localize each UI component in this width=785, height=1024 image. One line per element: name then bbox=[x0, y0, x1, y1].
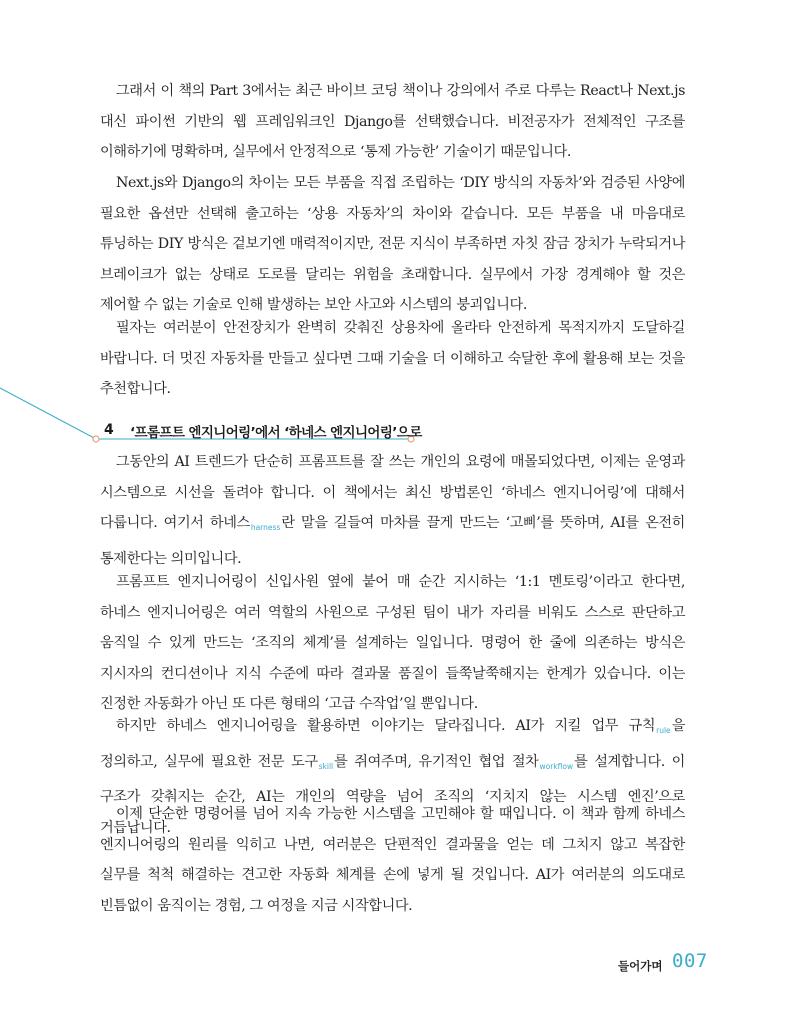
page-number: 007 bbox=[672, 950, 708, 972]
paragraph-harness-intro bbox=[100, 447, 685, 574]
paragraph-text: 하지만 하네스 엔지니어링을 활용하면 이야기는 달라집니다. AI가 지킬 업무 규칙 bbox=[116, 718, 656, 734]
paragraph-text: 를 설계합니다. 이 구조가 갖춰지는 순간, AI는 개인의 역량을 넘어 조직의 ‘지치지 않는 시스템 엔진’으로 거듭납니다. bbox=[100, 753, 685, 836]
paragraph-text: 를 쥐여주며, 유기적인 협업 절차 bbox=[334, 753, 539, 770]
footer-chapter-label: 들어가며 bbox=[618, 959, 663, 973]
paragraph-nextjs-django: Next.js와 Django의 차이는 모든 부품을 직접 조립하는 ‘DIY 방식의 자동차’와 검증된 사양에 필요한 옵션만 선택해 출고하는 ‘상용 자동차’의 차이와 같습니다. 모든 부품을 내 마음대로 튜닝하는 DIY 방식은 겉보기엔 매력적이지만, 전문 지식이 부족하면 자칫 잠금 장치가 누락되거나 브레이크가 없는 상태로 도로를 달리는 위험을 초래합니다. 실무에서 가장 경계해야 할 것은 제어할 수 없는 기술로 인해 발생하는 보안 사고와 시스템의 붕괴입니다. bbox=[100, 175, 685, 314]
paragraph-recommendation: 필자는 여러분이 안전장치가 완벽히 갖춰진 상용차에 올라타 안전하게 목적지까지 도달하길 바랍니다. 더 멋진 자동차를 만들고 싶다면 그때 기술을 더 이해하고 숙달한 후에 활용해 보는 것을 추천합니다. bbox=[100, 320, 685, 398]
section-heading: ‘프롬프트 엔지니어링’에서 ‘하네스 엔지니어링’으로 bbox=[130, 425, 422, 441]
paragraph-prompt-vs-harness: 프롬프트 엔지니어링이 신입사원 옆에 붙어 매 순간 지시하는 ‘1:1 멘토링’이라고 한다면, 하네스 엔지니어링은 여러 역할의 사원으로 구성된 팀이 내가 자리를 비워도 스스로 판단하고 움직일 수 있게 만드는 ‘조직의 체계’를 설계하는 일입니다. 명령어 한 줄에 의존하는 방식은 지시자의 컨디션이나 지식 수준에 따라 결과물 품질이 들쭉날쭉해지는 한계가 있습니다. 이는 진정한 자동화가 아닌 또 다른 형태의 ‘고급 수작업’일 뿐입니다. bbox=[100, 574, 685, 713]
section-number: 4 bbox=[104, 422, 114, 438]
paragraph-text: 을 정의하고, 실무에 필요한 전문 도구 bbox=[100, 718, 685, 770]
gloss-skill: skill bbox=[318, 761, 334, 771]
paragraph-closing: 이제 단순한 명령어를 넘어 지속 가능한 시스템을 고민해야 할 때입니다. 이 책과 함께 하네스 엔지니어링의 원리를 익히고 나면, 여러분은 단편적인 결과물을 얻는 데 그치지 않고 복잡한 실무를 척척 해결하는 견고한 자동화 체계를 손에 넣게 될 것입니다. AI가 여러분의 의도대로 빈틈없이 움직이는 경험, 그 여정을 지금 시작합니다. bbox=[100, 806, 685, 914]
gloss-workflow: workflow bbox=[539, 761, 574, 771]
gloss-rule: rule bbox=[656, 726, 671, 735]
paragraph-text: 그동안의 AI 트렌드가 단순히 프롬프트를 잘 쓰는 개인의 요령에 매몰되었다면, 이제는 운영과 시스템으로 시선을 돌려야 합니다. 이 책에서는 최신 방법론인 ‘하네스 엔지니어링’에 대해서 다룹니다. 여기서 하네스 bbox=[100, 454, 685, 532]
gloss-harness: harness bbox=[250, 523, 281, 533]
paragraph-text: 란 말을 길들여 마차를 끌게 만드는 ‘고삐’를 뜻하며, AI를 온전히 통제한다는 의미입니다. bbox=[100, 515, 685, 567]
paragraph-part3: 그래서 이 책의 Part 3에서는 최근 바이브 코딩 책이나 강의에서 주로 다루는 React나 Next.js 대신 파이썬 기반의 웹 프레임워크인 Django를 선택했습니다. 비전공자가 전체적인 구조를 이해하기에 명확하며, 실무에서 안정적으로 ‘통제 가능한’ 기술이기 때문입니다. bbox=[100, 83, 685, 161]
